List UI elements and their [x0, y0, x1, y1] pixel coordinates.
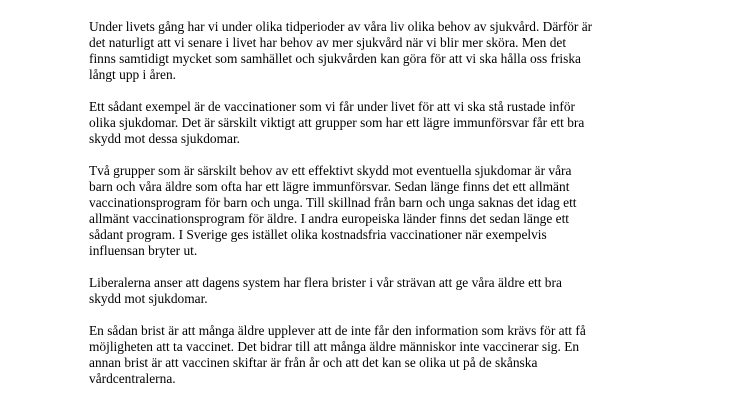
- text-line: Liberalerna anser att dagens system har flera brister i vår strävan att ge våra äldre ett bra: [89, 275, 562, 290]
- text-line: skydd mot sjukdomar.: [89, 291, 208, 306]
- text-line: annan brist är att vaccinen skiftar är från år och att det kan se olika ut på de skånska: [89, 355, 538, 370]
- paragraph-1: [89, 19, 669, 83]
- paragraph-4: [89, 275, 669, 307]
- text-line: skydd mot dessa sjukdomar.: [89, 131, 241, 146]
- text-line: allmänt vaccinationsprogram för äldre. I andra europeiska länder finns det sedan länge ett: [89, 211, 570, 226]
- text-line: Ett sådant exempel är de vaccinationer som vi får under livet för att vi ska stå rustade inför: [89, 99, 575, 114]
- text-line: vårdcentralerna.: [89, 371, 176, 386]
- text-line: möjligheten att ta vaccinet. Det bidrar till att många äldre människor inte vaccinerar sig. En: [89, 339, 580, 354]
- paragraph-2: [89, 99, 669, 147]
- text-line: vaccinationsprogram för barn och unga. Till skillnad från barn och unga saknas det idag ett: [89, 195, 577, 210]
- text-line: barn och våra äldre som ofta har ett lägre immunförsvar. Sedan länge finns det ett allmänt: [89, 179, 570, 194]
- text-line: olika sjukdomar. Det är särskilt viktigt att grupper som har ett lägre immunförsvar får ett bra: [89, 115, 585, 130]
- text-line: sådant program. I Sverige ges istället olika kostnadsfria vaccinationer när exempelvis: [89, 227, 547, 242]
- text-line: influensan bryter ut.: [89, 243, 198, 258]
- paragraph-5: [89, 323, 669, 387]
- paragraph-3: [89, 163, 669, 259]
- text-line: Under livets gång har vi under olika tidperioder av våra liv olika behov av sjukvård. Därför är: [89, 19, 593, 34]
- text-line: långt upp i åren.: [89, 67, 177, 82]
- text-line: Två grupper som är särskilt behov av ett effektivt skydd mot eventuella sjukdomar är våra: [89, 163, 572, 178]
- text-line: En sådan brist är att många äldre upplever att de inte får den information som krävs för att få: [89, 323, 586, 338]
- text-line: det naturligt att vi senare i livet har behov av mer sjukvård när vi blir mer sköra. Men det: [89, 35, 567, 50]
- document-page: [89, 19, 669, 403]
- text-line: finns samtidigt mycket som samhället och sjukvården kan göra för att vi ska hålla oss friska: [89, 51, 581, 66]
